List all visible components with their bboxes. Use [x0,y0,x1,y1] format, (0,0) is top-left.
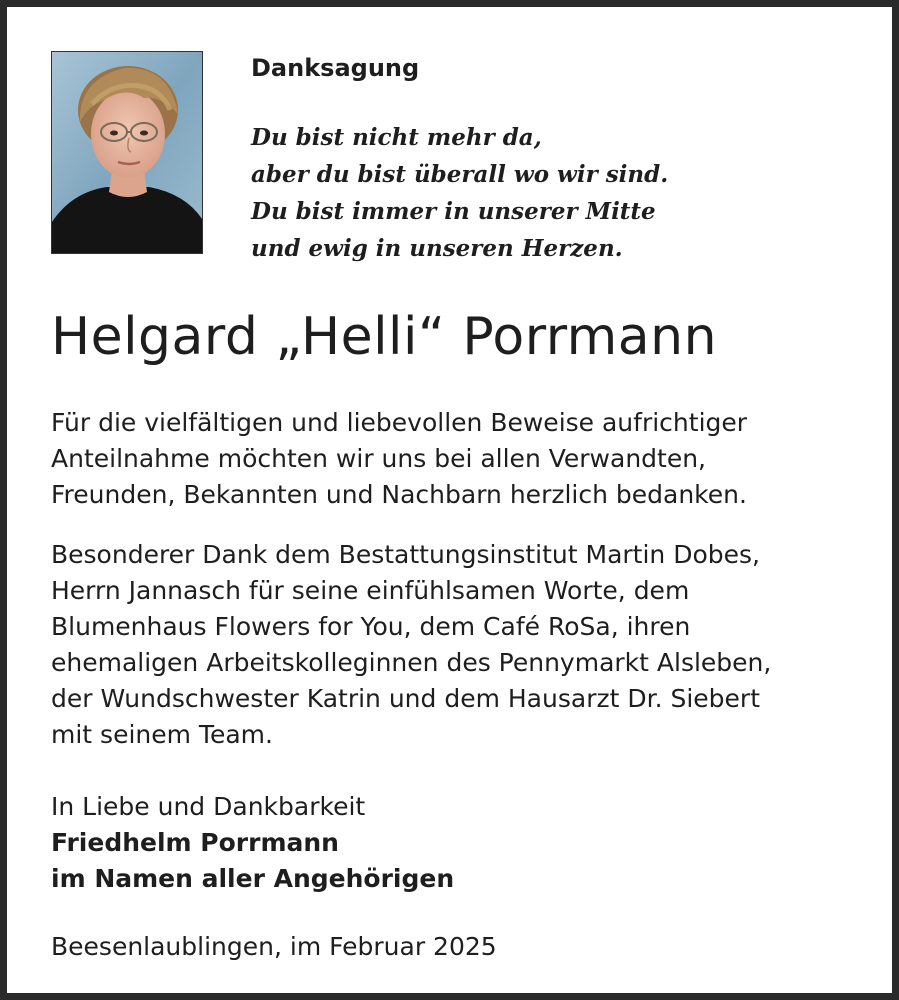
poem-line: und ewig in unseren Herzen. [251,235,623,262]
paragraph-line: Herrn Jannasch für seine einfühlsamen Worte, dem [51,576,690,605]
poem-line: Du bist nicht mehr da, [251,124,542,151]
signatory-name: Friedhelm Porrmann [51,828,339,857]
paragraph-line: Für die vielfältigen und liebevollen Beweise aufrichtiger [51,408,748,437]
thanks-paragraph [51,405,747,513]
paragraph-line: Blumenhaus Flowers for You, dem Café RoSa, ihren [51,612,691,641]
signatory-note: im Namen aller Angehörigen [51,864,455,893]
place-date: Beesenlaublingen, im Februar 2025 [51,932,497,961]
closing-greeting: In Liebe und Dankbarkeit [51,792,366,821]
poem-line: aber du bist überall wo wir sind. [251,161,669,188]
portrait-photo [51,51,203,254]
closing-signature [51,789,454,897]
paragraph-line: Freunden, Bekannten und Nachbarn herzlich bedanken. [51,480,747,509]
deceased-name: Helgard „Helli“ Porrmann [51,307,718,367]
paragraph-line: ehemaligen Arbeitskolleginnen des Pennymarkt Alsleben, [51,648,772,677]
heading-title: Danksagung [251,54,420,82]
paragraph-line: mit seinem Team. [51,720,273,749]
paragraph-line: der Wundschwester Katrin und dem Hausarzt Dr. Siebert [51,684,760,713]
poem-block [251,119,668,267]
poem-line: Du bist immer in unserer Mitte [251,198,656,225]
paragraph-line: Anteilnahme möchten wir uns bei allen Verwandten, [51,444,707,473]
special-thanks-paragraph [51,537,771,753]
paragraph-line: Besonderer Dank dem Bestattungsinstitut Martin Dobes, [51,540,760,569]
